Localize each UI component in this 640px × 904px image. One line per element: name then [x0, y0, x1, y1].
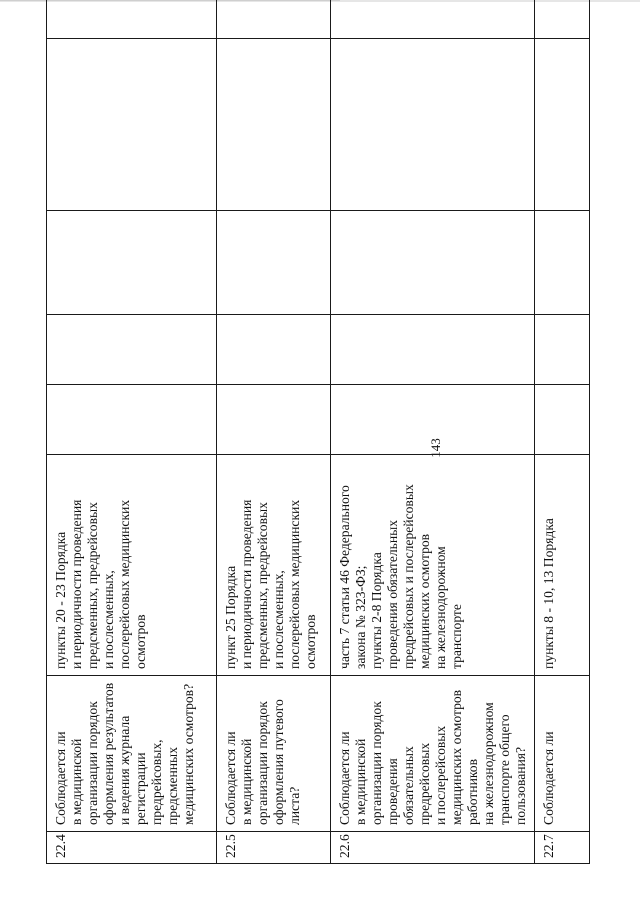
row-number-cell: 22.6 — [331, 832, 535, 864]
not-applicable-cell — [331, 211, 535, 315]
note-cell — [47, 39, 217, 211]
extra-cell — [217, 0, 331, 39]
answer-no-cell — [331, 315, 535, 385]
extra-cell — [331, 0, 535, 39]
not-applicable-cell — [217, 211, 331, 315]
answer-yes-cell — [217, 385, 331, 455]
row-number-cell: 22.4 — [47, 832, 217, 864]
table-row — [535, 0, 590, 864]
note-cell — [535, 39, 590, 211]
note-cell — [331, 39, 535, 211]
reference-cell: пункт 25 Порядка и периодичности проведения предсменных, предрейсовых и послесменных, послерейсовых медицинских осмотров — [217, 455, 331, 676]
table-row — [217, 0, 331, 864]
answer-yes-cell — [331, 385, 535, 455]
question-cell: Соблюдается ли в медицинской организации порядок оформления путевого листа? — [217, 676, 331, 832]
answer-no-cell — [47, 315, 217, 385]
row-number-cell: 22.7 — [535, 832, 590, 864]
answer-no-cell — [535, 315, 590, 385]
extra-cell — [535, 0, 590, 39]
answer-yes-cell — [47, 385, 217, 455]
answer-yes-cell — [535, 385, 590, 455]
page-number: 143 — [428, 438, 443, 458]
row-number-cell: 22.5 — [217, 832, 331, 864]
reference-cell: пункты 20 - 23 Порядка и периодичности проведения предсменных, предрейсовых и послесменных, послерейсовых медицинских осмотров — [47, 455, 217, 676]
table-row — [331, 0, 535, 864]
question-cell: Соблюдается ли в медицинской организации порядок проведения обязательных предрейсовых и послерейсовых медицинских осмотров работников на железнодорожном транспорте общего пользования? — [331, 676, 535, 832]
extra-cell — [47, 0, 217, 39]
answer-no-cell — [217, 315, 331, 385]
not-applicable-cell — [535, 211, 590, 315]
not-applicable-cell — [47, 211, 217, 315]
note-cell — [217, 39, 331, 211]
reference-cell: пункты 8 - 10, 13 Порядка — [535, 455, 590, 676]
reference-cell: часть 7 статьи 46 Федерального закона № 323-ФЗ; пункты 2-8 Порядка проведения обязательных предрейсовых и послерейсовых медицинских осмотров на железнодорожном транспорте — [331, 455, 535, 676]
question-cell: Соблюдается ли в медицинской организации порядок оформления результатов и ведения журнала регистрации предрейсовых, предсменных медицинских осмотров? — [47, 676, 217, 832]
checklist-table — [46, 0, 590, 864]
table-row — [47, 0, 217, 864]
question-cell: Соблюдается ли — [535, 676, 590, 832]
